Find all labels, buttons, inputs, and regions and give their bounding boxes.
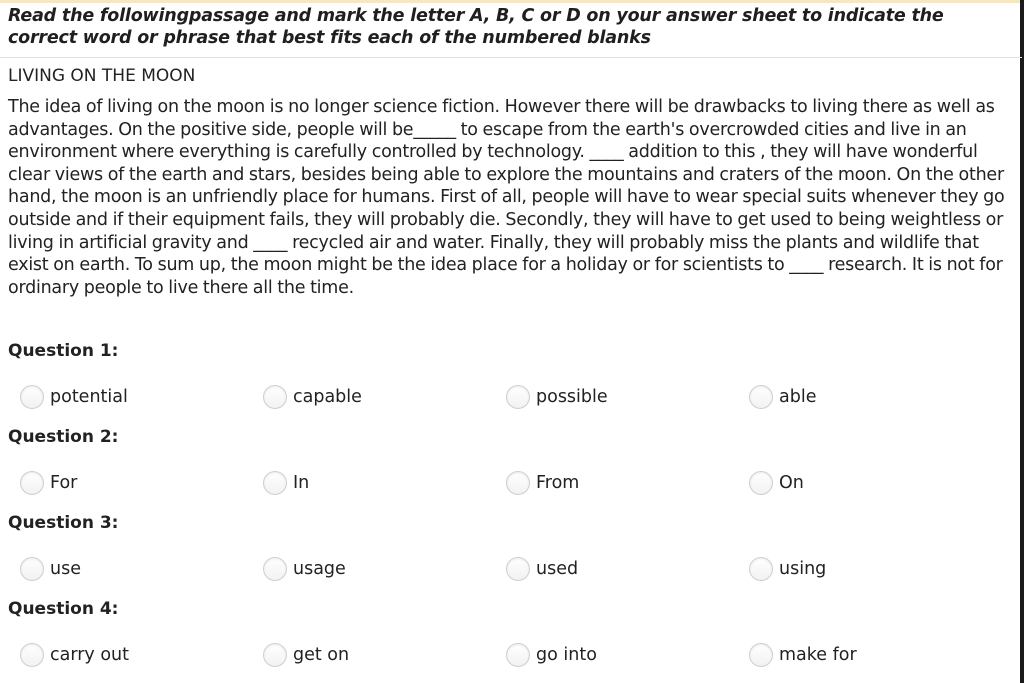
radio-button[interactable] (506, 471, 530, 495)
radio-button[interactable] (20, 557, 44, 581)
q1-option-d[interactable] (749, 381, 816, 413)
radio-button[interactable] (506, 557, 530, 581)
q2-option-b[interactable] (263, 467, 309, 499)
top-accent-line (0, 0, 1024, 3)
radio-button[interactable] (263, 471, 287, 495)
q3-option-a[interactable] (20, 553, 81, 585)
q2-option-d[interactable] (749, 467, 804, 499)
radio-button[interactable] (506, 643, 530, 667)
radio-button[interactable] (20, 471, 44, 495)
option-label: possible (536, 387, 608, 407)
passage-text: The idea of living on the moon is no longer science fiction. However there will be drawbacks to living there as well as advantages. On the positive side, people will be_____ to escape from the earth's overcrowded cities and live in an environment where everything is carefully controlled by technology. ____ addition to this , they will have wonderful clear views of the earth and stars, besides being able to explore the mountains and craters of the moon. On the other hand, the moon is an unfriendly place for humans. First of all, people will have to wear special suits whenever they go outside and if their equipment fails, they will probably die. Secondly, they will have to get used to being weightless or living in artificial gravity and ____ recycled air and water. Finally, they will probably miss the plants and wildlife that exist on earth. To sum up, the moon might be the idea place for a holiday or for scientists to ____ research. It is not for ordinary people to live there all the time. (8, 97, 1005, 298)
q1-option-b[interactable] (263, 381, 362, 413)
radio-button[interactable] (263, 385, 287, 409)
radio-button[interactable] (263, 643, 287, 667)
q4-option-b[interactable] (263, 639, 349, 671)
question-1-options (0, 381, 1020, 421)
radio-button[interactable] (506, 385, 530, 409)
option-label: get on (293, 645, 350, 665)
q3-option-b[interactable] (263, 553, 346, 585)
radio-button[interactable] (749, 385, 773, 409)
question-2-options (0, 467, 1020, 507)
radio-button[interactable] (749, 643, 773, 667)
option-label: use (50, 559, 81, 579)
question-3-options (0, 553, 1020, 593)
divider (0, 57, 1022, 58)
question-1-label: Question 1: (8, 341, 119, 361)
option-label: make for (779, 645, 857, 665)
option-label: able (779, 387, 817, 407)
radio-button[interactable] (20, 643, 44, 667)
question-2-label: Question 2: (8, 427, 119, 447)
option-label: In (293, 473, 310, 493)
question-4-options (0, 639, 1020, 679)
option-label: potential (50, 387, 128, 407)
option-label: carry out (50, 645, 130, 665)
radio-button[interactable] (749, 557, 773, 581)
radio-button[interactable] (263, 557, 287, 581)
question-4-label: Question 4: (8, 599, 119, 619)
q2-option-a[interactable] (20, 467, 77, 499)
q3-option-d[interactable] (749, 553, 826, 585)
q2-option-c[interactable] (506, 467, 579, 499)
option-label: using (779, 559, 827, 579)
option-label: On (779, 473, 804, 493)
option-label: go into (536, 645, 597, 665)
question-3-label: Question 3: (8, 513, 119, 533)
q3-option-c[interactable] (506, 553, 578, 585)
instructions-text: Read the followingpassage and mark the letter A, B, C or D on your answer sheet to indicate the correct word or phrase that best fits each of the numbered blanks (8, 6, 944, 48)
q4-option-c[interactable] (506, 639, 597, 671)
option-label: capable (293, 387, 362, 407)
option-label: used (536, 559, 579, 579)
window-edge (1020, 0, 1024, 683)
radio-button[interactable] (749, 471, 773, 495)
q4-option-d[interactable] (749, 639, 857, 671)
q1-option-c[interactable] (506, 381, 608, 413)
option-label: For (50, 473, 78, 493)
quiz-content (8, 5, 1014, 299)
q4-option-a[interactable] (20, 639, 129, 671)
option-label: usage (293, 559, 346, 579)
passage-title: LIVING ON THE MOON (8, 66, 196, 86)
q1-option-a[interactable] (20, 381, 128, 413)
radio-button[interactable] (20, 385, 44, 409)
option-label: From (536, 473, 580, 493)
